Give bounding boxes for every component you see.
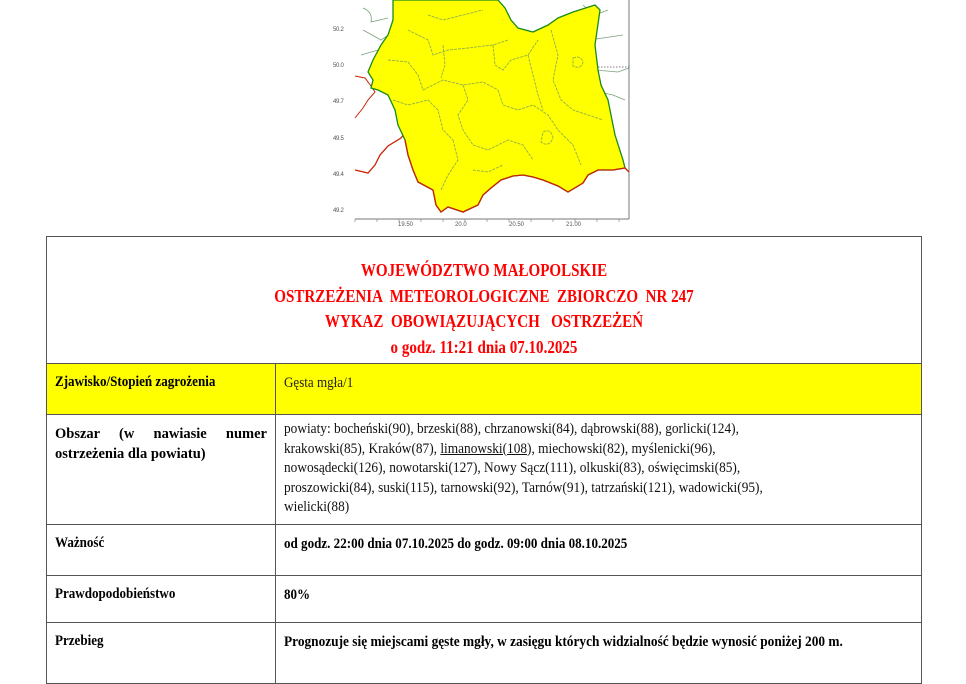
validity-value: od godz. 22:00 dnia 07.10.2025 do godz. 09:00 dnia 08.10.2025 — [276, 524, 922, 575]
area-label: Obszar (w nawiasie numer ostrzeżenia dla powiatu) — [47, 415, 276, 525]
limanowski-link[interactable]: limanowski(108), — [440, 440, 535, 457]
phenomenon-label: Zjawisko/Stopień zagrożenia — [47, 364, 276, 415]
x-axis-label: 19.50 — [398, 222, 414, 228]
probability-value: 80% — [276, 575, 922, 622]
area-line: nowosądecki(126), nowotarski(127), Nowy Sącz(111), olkuski(83), oświęcimski(85), — [284, 460, 741, 476]
title-row — [47, 237, 922, 364]
warnings-table — [46, 236, 922, 684]
document-header — [47, 237, 922, 364]
y-axis-label: 49.4 — [333, 172, 344, 178]
area-line: powiaty: bocheński(90), brzeski(88), chrzanowski(84), dąbrowski(88), gorlicki(124), — [284, 421, 739, 437]
area-row — [47, 415, 922, 525]
phenomenon-row — [47, 364, 922, 415]
area-value — [276, 415, 922, 525]
warning-map — [333, 0, 630, 232]
validity-label: Ważność — [47, 524, 276, 575]
x-axis-label: 21.00 — [566, 222, 582, 228]
y-axis-label: 49.5 — [333, 136, 344, 142]
y-axis-label: 49.2 — [333, 208, 344, 214]
header-issue-time: o godz. 11:21 dnia 07.10.2025 — [390, 336, 578, 357]
probability-row — [47, 575, 922, 622]
phenomenon-value: Gęsta mgła/1 — [276, 364, 922, 415]
x-axis-label: 20.50 — [509, 222, 525, 228]
y-axis-label: 50.0 — [333, 63, 344, 69]
y-axis-label: 50.2 — [333, 27, 344, 33]
course-label: Przebieg — [47, 622, 276, 683]
header-voivodeship: WOJEWÓDZTWO MAŁOPOLSKIE — [360, 260, 608, 280]
malopolska-map-graphic — [333, 0, 630, 232]
area-line: miechowski(82), myślenicki(96), — [534, 440, 716, 457]
area-line: proszowicki(84), suski(115), tarnowski(92), Tarnów(91), tatrzański(121), wadowicki(95), — [284, 479, 763, 496]
course-row — [47, 622, 922, 683]
course-value: Prognozuje się miejscami gęste mgły, w zasięgu których widzialność będzie wynosić poniżej 200 m. — [276, 622, 922, 683]
area-line: krakowski(85), Kraków(87), — [284, 440, 441, 457]
area-line: wielicki(88) — [284, 499, 350, 515]
header-active-warnings: WYKAZ OBOWIĄZUJĄCYCH OSTRZEŻEŃ — [324, 311, 644, 331]
validity-row — [47, 524, 922, 575]
header-bulletin-number: OSTRZEŻENIA METEOROLOGICZNE ZBIORCZO NR 247 — [274, 285, 694, 306]
x-axis-label: 20.0 — [455, 222, 467, 228]
y-axis-label: 49.7 — [333, 99, 344, 105]
probability-label: Prawdopodobieństwo — [47, 575, 276, 622]
